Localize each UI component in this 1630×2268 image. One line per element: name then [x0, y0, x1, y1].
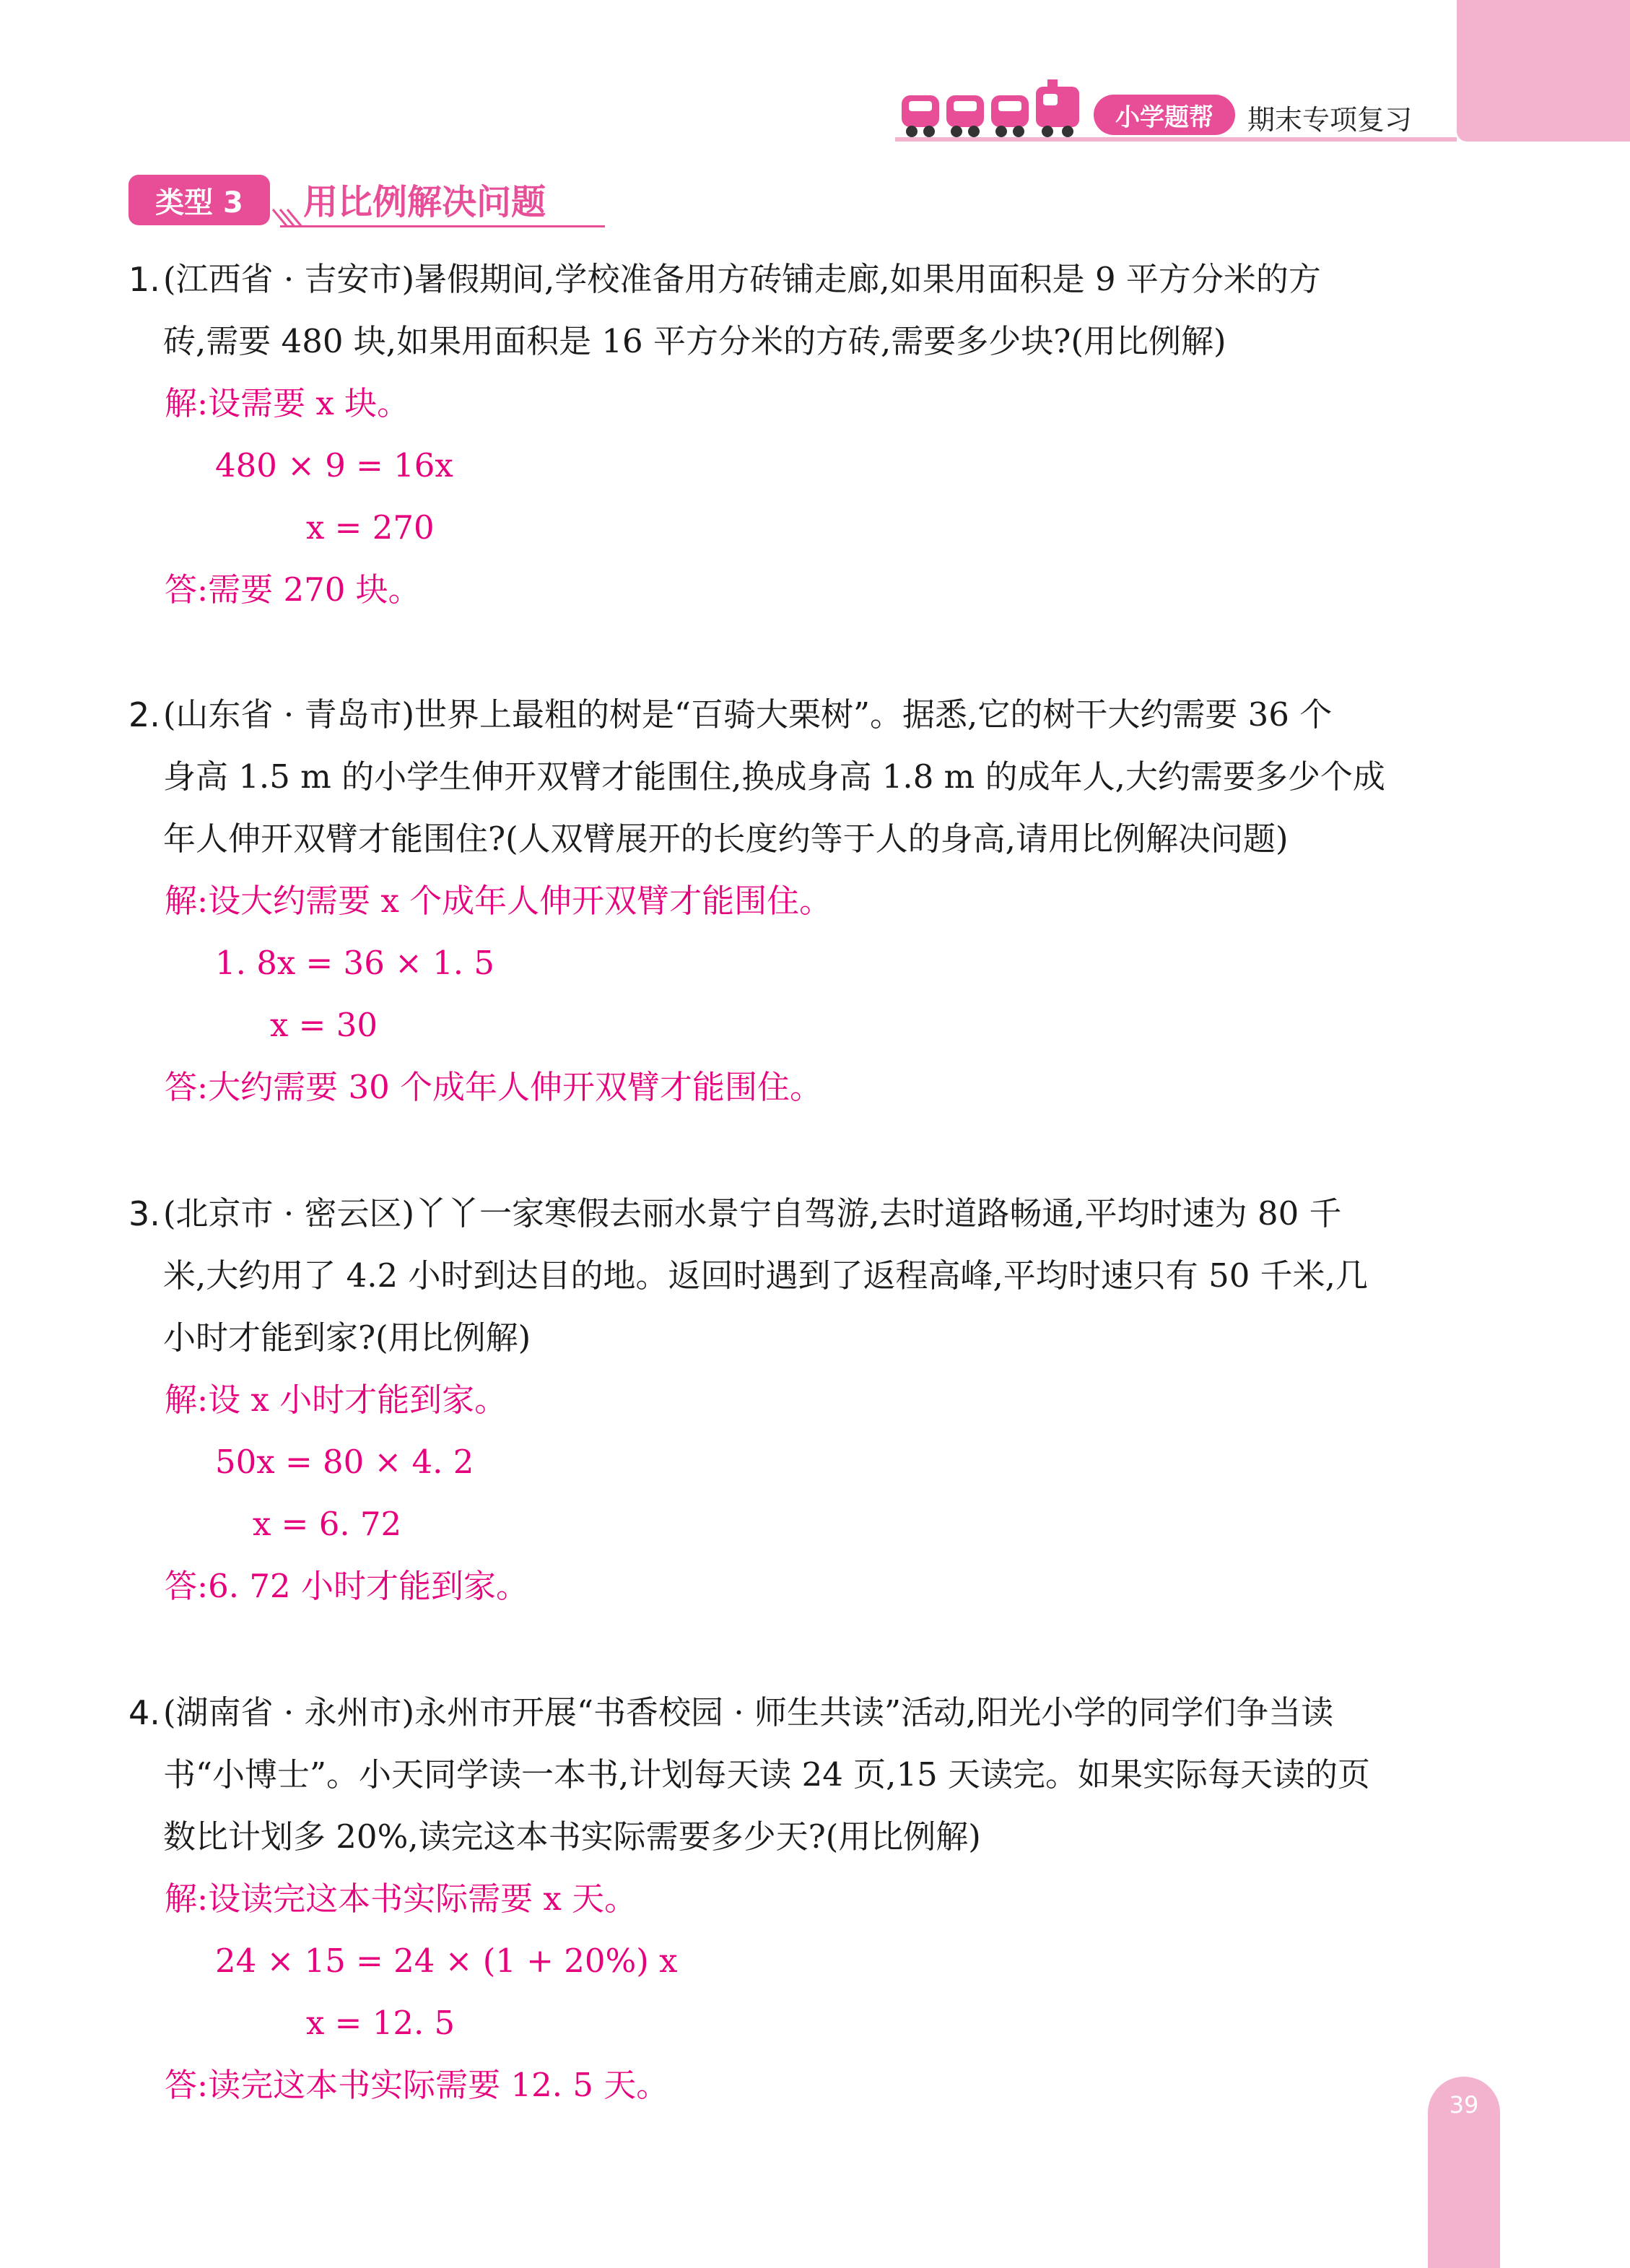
problem-text-line: (北京市 · 密云区)丫丫一家寒假去丽水景宁自驾游,去时道路畅通,平均时速为 80 千: [163, 1194, 1342, 1233]
problem-text-line: 身高 1.5 m 的小学生伸开双臂才能围住,换成身高 1.8 m 的成年人,大约需要多少个成: [163, 757, 1385, 796]
solution-equation: 24 × 15 = 24 × (1 + 20%) x: [215, 1942, 678, 1980]
problem-text-line: 小时才能到家?(用比例解): [163, 1318, 531, 1357]
problem-text-line: 书“小博士”。小天同学读一本书,计划每天读 24 页,15 天读完。如果实际每天读的页: [163, 1755, 1371, 1794]
problem-number: 2.: [128, 695, 160, 734]
section-underline: [280, 225, 605, 227]
problem-text-line: 米,大约用了 4.2 小时到达目的地。返回时遇到了返程高峰,平均时速只有 50 千米,几: [163, 1256, 1368, 1295]
problem-text-line: (江西省 · 吉安市)暑假期间,学校准备用方砖铺走廊,如果用面积是 9 平方分米的方: [163, 260, 1321, 298]
brand-badge: 小学题帮: [1094, 95, 1235, 135]
header-subtitle: 期末专项复习: [1247, 103, 1413, 136]
solution-equation: 1. 8x = 36 × 1. 5: [215, 944, 495, 982]
page-number: 39: [1449, 2091, 1479, 2119]
problem-text-line: (湖南省 · 永州市)永州市开展“书香校园 · 师生共读”活动,阳光小学的同学们争当读: [163, 1693, 1334, 1732]
problem-text-line: 砖,需要 480 块,如果用面积是 16 平方分米的方砖,需要多少块?(用比例解): [163, 322, 1226, 360]
solution-result: x = 30: [270, 1006, 378, 1044]
problem-number: 3.: [128, 1194, 160, 1233]
problem-text-line: 数比计划多 20%,读完这本书实际需要多少天?(用比例解): [163, 1817, 981, 1856]
solution-answer: 答:大约需要 30 个成年人伸开双臂才能围住。: [165, 1068, 823, 1106]
solution-answer: 答:读完这本书实际需要 12. 5 天。: [165, 2066, 669, 2104]
solution-equation: 480 × 9 = 16x: [215, 446, 453, 485]
train-icon: [899, 79, 1086, 144]
section-title: 用比例解决问题: [303, 181, 546, 222]
solution-result: x = 6. 72: [253, 1505, 402, 1543]
solution-answer: 答:6. 72 小时才能到家。: [165, 1567, 528, 1605]
solution-setup: 解:设需要 x 块。: [165, 384, 410, 422]
corner-tab: [1457, 0, 1630, 142]
problem-number: 1.: [128, 260, 160, 299]
solution-setup: 解:设读完这本书实际需要 x 天。: [165, 1880, 637, 1918]
solution-setup: 解:设大约需要 x 个成年人伸开双臂才能围住。: [165, 882, 832, 920]
section-badge: 类型 3: [128, 175, 270, 225]
solution-answer: 答:需要 270 块。: [165, 570, 421, 609]
problem-text-line: (山东省 · 青岛市)世界上最粗的树是“百骑大栗树”。据悉,它的树干大约需要 36 个: [163, 695, 1333, 734]
problem-number: 4.: [128, 1693, 160, 1732]
solution-setup: 解:设 x 小时才能到家。: [165, 1381, 507, 1419]
solution-equation: 50x = 80 × 4. 2: [215, 1443, 474, 1481]
problem-text-line: 年人伸开双臂才能围住?(人双臂展开的长度约等于人的身高,请用比例解决问题): [163, 820, 1289, 858]
solution-result: x = 270: [306, 508, 435, 547]
solution-result: x = 12. 5: [306, 2004, 456, 2042]
